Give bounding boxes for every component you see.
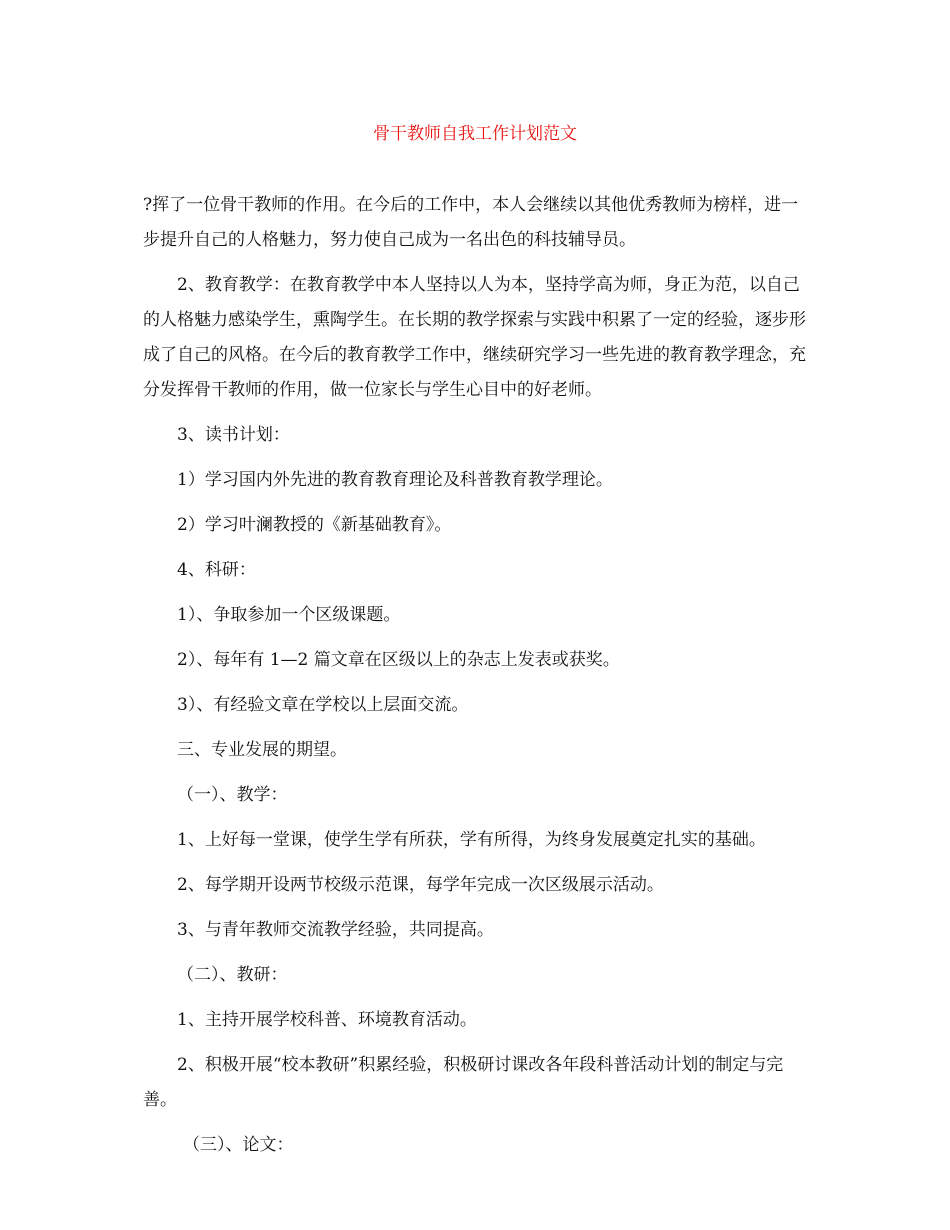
paragraph: 3）、有经验文章在学校以上层面交流。 [177, 695, 469, 715]
paragraph: 4、科研： [177, 560, 256, 580]
paragraph: 1）学习国内外先进的教育教育理论及科普教育教学理论。 [177, 470, 613, 490]
paragraph: ?挥了一位骨干教师的作用。在今后的工作中，本人会继续以其他优秀教师为榜样，进一步提升自己的人格魅力，努力使自己成为一名出色的科技辅导员。 [143, 195, 799, 250]
paragraph: 2）学习叶澜教授的《新基础教育》。 [177, 515, 452, 535]
paragraph: 2、积极开展“校本教研”积累经验，积极研讨课改各年段科普活动计划的制定与完善。 [143, 1055, 784, 1110]
paragraph: 1）、争取参加一个区级课题。 [177, 605, 401, 625]
paragraph: 2）、每年有 1—2 篇文章在区级以上的杂志上发表或获奖。 [177, 650, 620, 670]
paragraph: 1、上好每一堂课，使学生学有所获，学有所得，为终身发展奠定扎实的基础。 [177, 830, 766, 850]
paragraph: 2、每学期开设两节校级示范课，每学年完成一次区级展示活动。 [177, 875, 664, 895]
subsection-heading: （一）、教学： [177, 785, 288, 805]
document-body [143, 188, 813, 1173]
subsection-heading: （三）、论文： [183, 1135, 294, 1155]
document-title: 骨干教师自我工作计划范文 [373, 124, 577, 144]
section-heading: 三、专业发展的期望。 [177, 740, 347, 760]
paragraph: 1、主持开展学校科普、环境教育活动。 [177, 1010, 477, 1030]
paragraph: 2、教育教学：在教育教学中本人坚持以人为本，坚持学高为师，身正为范，以自己的人格魅力感染学生，熏陶学生。在长期的教学探索与实践中积累了一定的经验，逐步形成了自己的风格。在今后的教育教学工作中，继续研究学习一些先进的教育教学理念，充分发挥骨干教师的作用，做一位家长与学生心目中的好老师。 [143, 275, 806, 400]
paragraph: 3、读书计划： [177, 425, 290, 445]
subsection-heading: （二）、教研： [177, 965, 288, 985]
paragraph: 3、与青年教师交流教学经验，共同提高。 [177, 920, 494, 940]
